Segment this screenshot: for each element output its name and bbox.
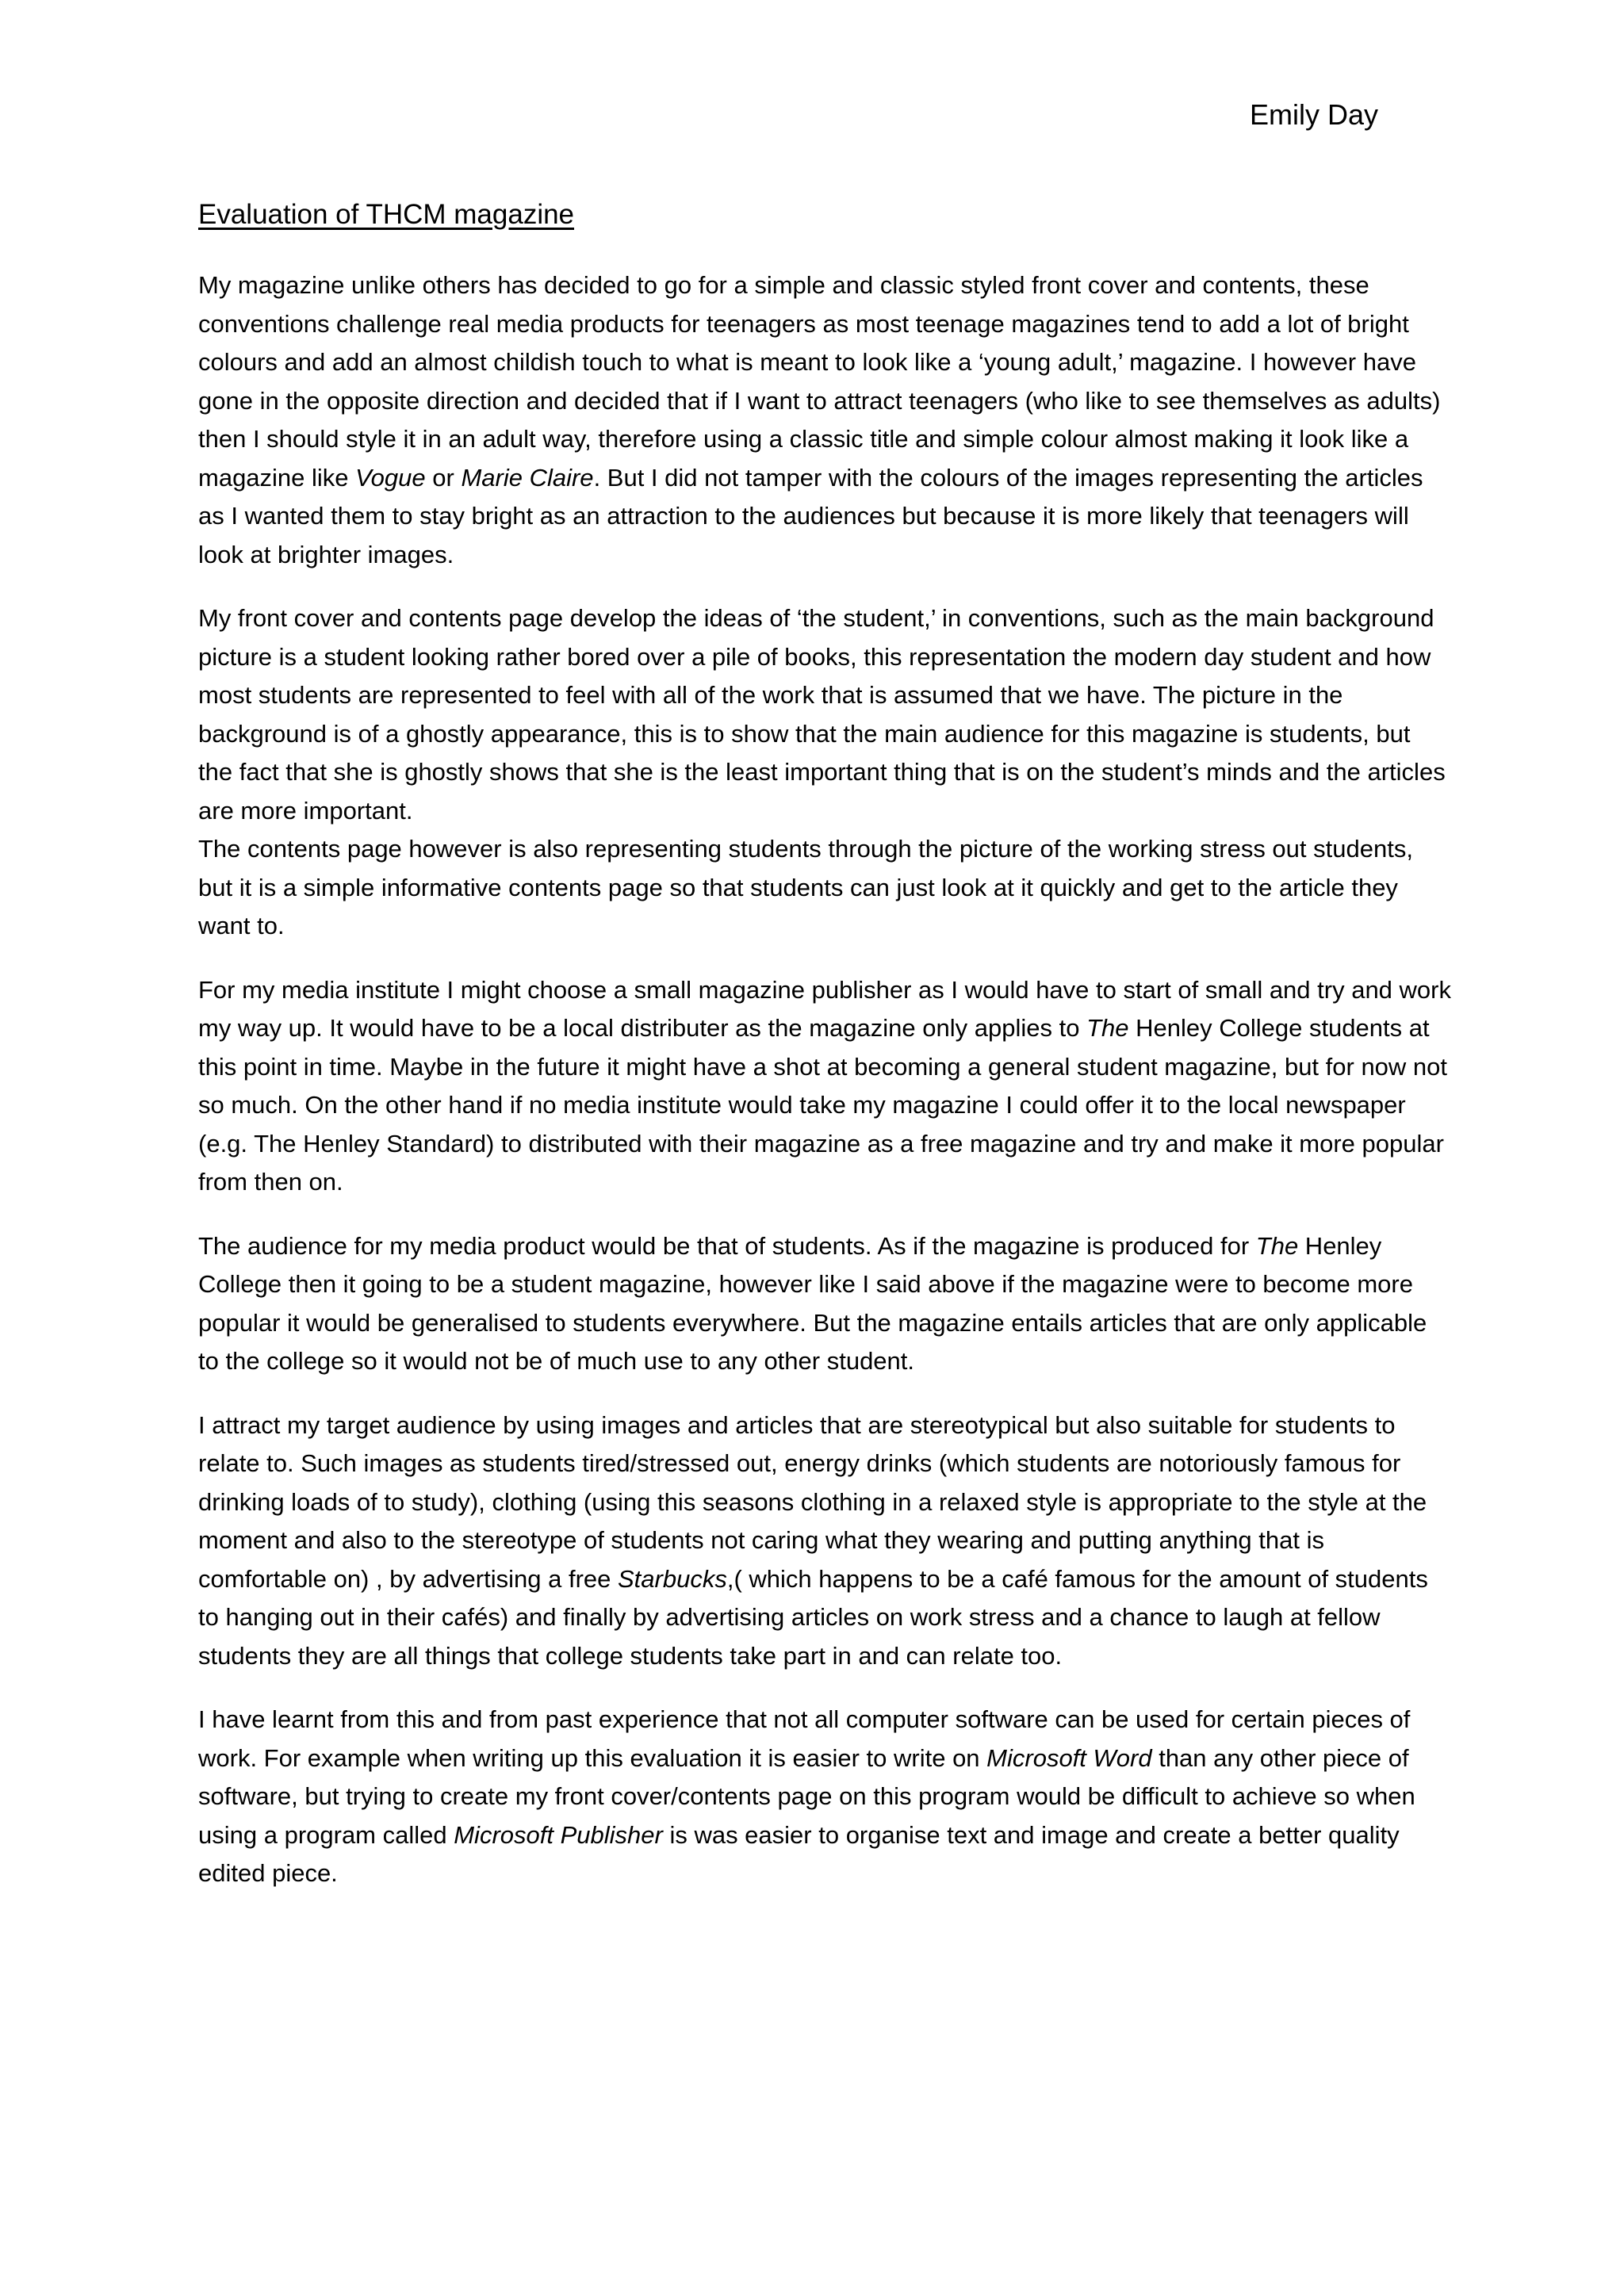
- italic-text: Microsoft Publisher: [454, 1820, 663, 1849]
- paragraph-text: . But I did not tamper with the colours of the images representing the articles as I wanted them to stay bright as an attraction to the audiences but because it is more likely that teenagers will look at brighter images.: [198, 463, 1423, 568]
- italic-text: The: [1255, 1231, 1299, 1260]
- paragraph-text: I have learnt from this and from past experience that not all computer software can be used for certain pieces of work. For example when writing up this evaluation it is easier to write on: [198, 1705, 1411, 1772]
- paragraph-text: My front cover and contents page develop the ideas of ‘the student,’ in conventions, such as the main background picture is a student looking rather bored over a pile of books, this representation the modern day student and how most students are represented to feel with all of the work that is assumed that we have. The picture in the background is of a ghostly appearance, this is to show that the main audience for this magazine is students, but the fact that she is ghostly shows that she is the least important thing that is on the student’s minds and the articles are more important.: [198, 604, 1446, 825]
- paragraph-text: than any other piece of software, but trying to create my front cover/contents page on this program would be difficult to achieve so when using a program called: [198, 1743, 1415, 1849]
- paragraph-text: The contents page however is also representing students through the picture of the working stress out students, but it is a simple informative contents page so that students can just look at it quickly and get to the article they want to.: [198, 835, 1413, 939]
- body-paragraph: [198, 266, 1451, 574]
- author-name: Emily Day: [1249, 98, 1378, 131]
- body-paragraph: [198, 1701, 1451, 1893]
- body-paragraph: [198, 1406, 1451, 1676]
- paragraph-text: The audience for my media product would be that of students. As if the magazine is produced for: [198, 1231, 1256, 1260]
- body-paragraph: [198, 830, 1451, 946]
- paragraph-text: Henley College students at this point in time. Maybe in the future it might have a shot at becoming a general student magazine, but for now not so much. On the other hand if no media institute would take my magazine I could offer it to the local newspaper (e.g. The Henley Standard) to distributed with their magazine as a free magazine and try and make it more popular from then on.: [198, 1014, 1448, 1196]
- italic-text: Starbucks: [617, 1564, 727, 1593]
- paragraph-text: ,( which happens to be a café famous for the amount of students to hanging out in their cafés) and finally by advertising articles on work stress and a chance to laugh at fellow students they are all things that college students take part in and can relate too.: [198, 1564, 1428, 1670]
- italic-text: Vogue: [355, 463, 426, 492]
- document-title: Evaluation of THCM magazine: [198, 199, 575, 230]
- paragraph-text: My magazine unlike others has decided to go for a simple and classic styled front cover and contents, these conventions challenge real media products for teenagers as most teenage magazines tend to add a lot of bright colours and add an almost childish touch to what is meant to look like a ‘young adult,’ magazine. I however have gone in the opposite direction and decided that if I want to attract teenagers (who like to see themselves as adults) then I should style it in an adult way, therefore using a classic title and simple colour almost making it look like a magazine like: [198, 271, 1441, 492]
- paragraph-text: is was easier to organise text and image and create a better quality edited piece.: [198, 1820, 1400, 1887]
- italic-text: Marie Claire: [461, 463, 594, 492]
- body-paragraph: [198, 971, 1451, 1202]
- paragraph-text: For my media institute I might choose a small magazine publisher as I would have to start of small and try and work my way up. It would have to be a local distributer as the magazine only applies to: [198, 975, 1451, 1042]
- paragraph-text: Henley College then it going to be a student magazine, however like I said above if the magazine were to become more popular it would be generalised to students everywhere. But the magazine entails articles that are only applicable to the college so it would not be of much use to any other student.: [198, 1231, 1427, 1375]
- italic-text: The: [1086, 1014, 1129, 1042]
- body-paragraph: [198, 1227, 1451, 1381]
- italic-text: Microsoft Word: [986, 1743, 1152, 1772]
- document-body: [198, 266, 1451, 1919]
- body-paragraph: [198, 599, 1451, 830]
- paragraph-text: I attract my target audience by using images and articles that are stereotypical but also suitable for students to relate to. Such images as students tired/stressed out, energy drinks (which students are notoriously famous for drinking loads of to study), clothing (using this seasons clothing in a relaxed style is appropriate to the style at the moment and also to the stereotype of students not caring what they wearing and putting anything that is comfortable on) , by advertising a free: [198, 1410, 1427, 1593]
- paragraph-text: or: [425, 463, 462, 492]
